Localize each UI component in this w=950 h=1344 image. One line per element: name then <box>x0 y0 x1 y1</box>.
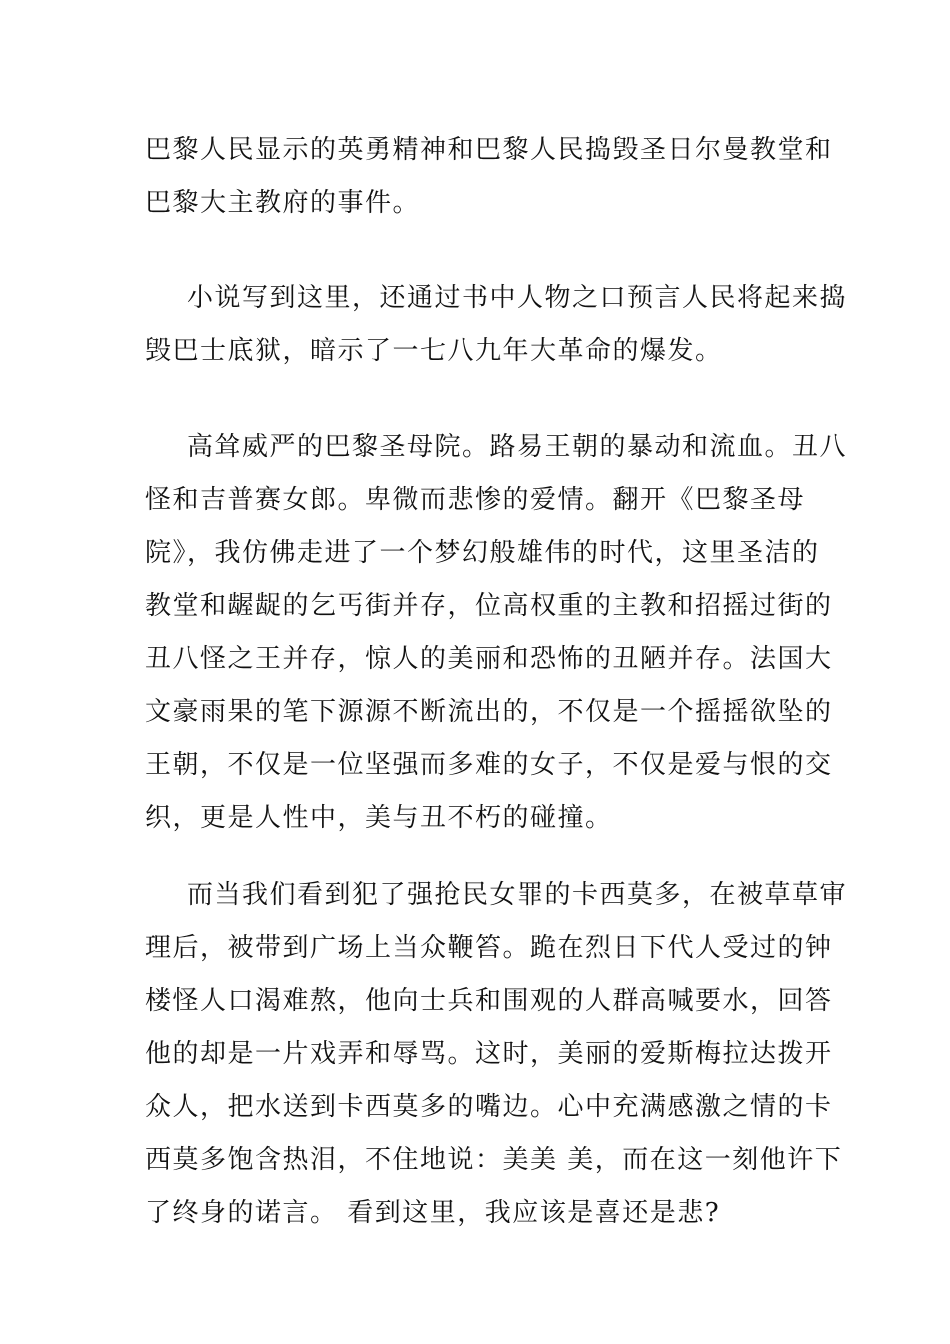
paragraph-line: 毁巴士底狱，暗示了一七八九年大革命的爆发。 <box>145 336 723 366</box>
paragraph-line: 巴黎大主教府的事件。 <box>145 188 421 218</box>
paragraph-line: 楼怪人口渴难熬，他向士兵和围观的人群高喊要水，回答 <box>145 986 833 1016</box>
paragraph-line: 织，更是人性中，美与丑不朽的碰撞。 <box>145 803 613 833</box>
paragraph-line: 西莫多饱含热泪，不住地说：美美 美，而在这一刻他许下 <box>145 1145 843 1175</box>
paragraph-line: 高耸威严的巴黎圣母院。路易王朝的暴动和流血。丑八 <box>187 432 848 462</box>
paragraph-2 <box>145 272 848 378</box>
paragraph-line: 教堂和龌龊的乞丐街并存，位高权重的主教和招摇过街的 <box>145 591 833 621</box>
paragraph-4 <box>145 869 848 1240</box>
paragraph-line: 巴黎人民显示的英勇精神和巴黎人民捣毁圣日尔曼教堂和 <box>145 135 833 165</box>
paragraph-line: 文豪雨果的笔下源源不断流出的，不仅是一个摇摇欲坠的 <box>145 697 833 727</box>
paragraph-line: 王朝，不仅是一位坚强而多难的女子，不仅是爱与恨的交 <box>145 750 833 780</box>
paragraph-3 <box>145 421 848 845</box>
paragraph-line: 众人，把水送到卡西莫多的嘴边。心中充满感激之情的卡 <box>145 1092 833 1122</box>
paragraph-1 <box>145 124 833 230</box>
paragraph-line: 丑八怪之王并存，惊人的美丽和恐怖的丑陋并存。法国大 <box>145 644 833 674</box>
paragraph-line: 怪和吉普赛女郎。卑微而悲惨的爱情。翻开《巴黎圣母 <box>145 485 806 515</box>
paragraph-line: 理后，被带到广场上当众鞭笞。跪在烈日下代人受过的钟 <box>145 933 833 963</box>
paragraph-line: 而当我们看到犯了强抢民女罪的卡西莫多，在被草草审 <box>187 880 848 910</box>
paragraph-line: 他的却是一片戏弄和辱骂。这时，美丽的爱斯梅拉达拨开 <box>145 1039 833 1069</box>
paragraph-line: 小说写到这里，还通过书中人物之口预言人民将起来捣 <box>187 283 848 313</box>
paragraph-line: 了终身的诺言。 看到这里，我应该是喜还是悲? <box>145 1198 721 1228</box>
paragraph-line: 院》，我仿佛走进了一个梦幻般雄伟的时代，这里圣洁的 <box>145 538 820 568</box>
